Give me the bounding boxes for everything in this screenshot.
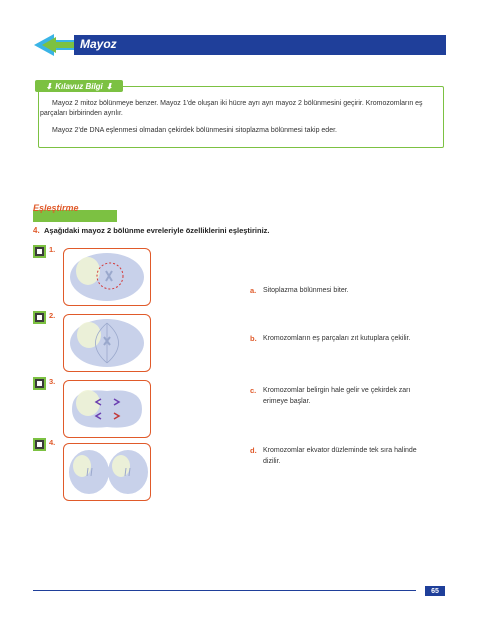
answer-checkbox-1[interactable] <box>33 245 46 258</box>
page-number: 65 <box>425 586 445 596</box>
option-text-d: Kromozomlar ekvator düzleminde tek sıra halinde dizilir. <box>263 447 417 465</box>
option-letter-b: b. <box>250 334 257 343</box>
guide-tab <box>35 80 123 92</box>
option-text-c: Kromozomlar belirgin hale gelir ve çekirdek zarı erimeye başlar. <box>263 387 411 405</box>
option-text-b: Kromozomların eş parçaları zıt kutuplara çekilir. <box>263 335 411 342</box>
answer-checkbox-4[interactable] <box>33 438 46 451</box>
item-number-1: 1. <box>49 245 56 254</box>
question-number: 4. <box>33 226 40 235</box>
answer-checkbox-2[interactable] <box>33 311 46 324</box>
down-arrow-icon: ⬇ <box>105 81 113 91</box>
guide-paragraph-1: Mayoz 2 mitoz bölünmeye benzer. Mayoz 1'de oluşan iki hücre ayrı ayrı mayoz 2 bölünmesini geçirir. Kromozomların eş parçaları birbirinden ayrılır. <box>40 100 423 117</box>
option-text-a: Sitoplazma bölünmesi biter. <box>263 287 349 294</box>
option-letter-d: d. <box>250 446 257 455</box>
telophase-cell-icon <box>64 444 150 500</box>
section-title: Eşleştirme <box>33 203 79 213</box>
cell-image-4 <box>63 443 151 501</box>
cell-image-3 <box>63 380 151 438</box>
prophase-cell-icon <box>64 249 150 305</box>
guide-tab-label: Kılavuz Bilgi <box>55 81 103 91</box>
option-letter-a: a. <box>250 286 257 295</box>
question-text: Aşağıdaki mayoz 2 bölünme evreleriyle özelliklerini eşleştiriniz. <box>44 226 270 235</box>
cell-image-2 <box>63 314 151 372</box>
option-letter-c: c. <box>250 386 257 395</box>
item-number-4: 4. <box>49 438 56 447</box>
item-number-2: 2. <box>49 311 56 320</box>
header-bar <box>74 35 446 55</box>
anaphase-cell-icon <box>64 381 150 437</box>
item-number-3: 3. <box>49 377 56 386</box>
page-title: Mayoz <box>80 37 117 51</box>
answer-checkbox-3[interactable] <box>33 377 46 390</box>
footer-line <box>33 590 416 591</box>
cell-image-1 <box>63 248 151 306</box>
metaphase-cell-icon <box>64 315 150 371</box>
down-arrow-icon: ⬇ <box>45 81 53 91</box>
guide-paragraph-2: Mayoz 2'de DNA eşlenmesi olmadan çekirdek bölünmesini sitoplazma bölünmesi takip eder. <box>52 127 337 134</box>
